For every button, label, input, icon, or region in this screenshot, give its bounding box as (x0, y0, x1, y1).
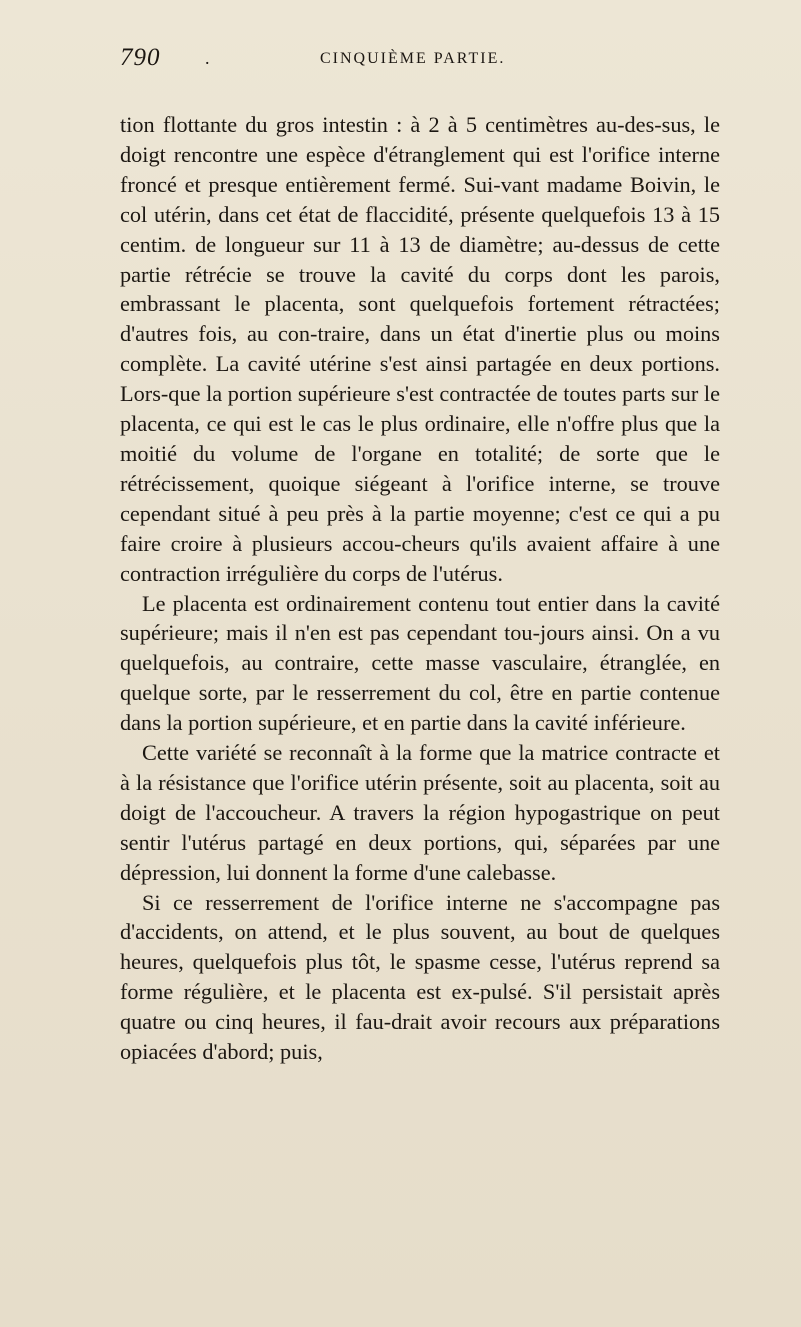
running-title: CINQUIÈME PARTIE. (320, 50, 506, 67)
paragraph: Cette variété se reconnaît à la forme que la matrice contracte et à la résistance que l'orifice utérin présente, soit au placenta, soit au doigt de l'accoucheur. A travers la région hypogastrique on peut sentir l'utérus partagé en deux portions, qui, séparées par une dépression, lui donnent la forme d'une calebasse. (120, 740, 720, 885)
body-text (120, 110, 720, 1067)
header-separator: . (205, 48, 210, 68)
paragraph: Le placenta est ordinairement contenu tout entier dans la cavité supérieure; mais il n'en est pas cependant tou-jours ainsi. On a vu quelquefois, au contraire, cette masse vasculaire, étranglée, en quelque sorte, par le resserrement du col, être en partie contenue dans la portion supérieure, et en partie dans la cavité inférieure. (120, 590, 720, 736)
page-number: 790 (120, 44, 161, 71)
paragraph-continuation: tion flottante du gros intestin : à 2 à 5 centimètres au-des-sus, le doigt rencontre une espèce d'étranglement qui est l'orifice interne froncé et presque entièrement fermé. Sui-vant madame Boivin, le col utérin, dans cet état de flaccidité, présente quelquefois 13 à 15 centim. de longueur sur 11 à 13 de diamètre; au-dessus de cette partie rétrécie se trouve la cavité du corps dont les parois, embrassant le placenta, sont quelquefois fortement rétractées; d'autres fois, au con-traire, dans un état d'inertie plus ou moins complète. La cavité utérine s'est ainsi partagée en deux portions. Lors-que la portion supérieure s'est contractée de toutes parts sur le placenta, ce qui est le cas le plus ordinaire, elle n'offre plus que la moitié du volume de l'organe en totalité; de sorte que le rétrécissement, quoique siégeant à l'orifice interne, se trouve cependant situé à peu près à la partie moyenne; c'est ce qui a pu faire croire à plusieurs accou-cheurs qu'ils avaient affaire à une contraction irrégulière du corps de l'utérus. (120, 112, 720, 586)
page-header (120, 44, 720, 78)
paragraph: Si ce resserrement de l'orifice interne ne s'accompagne pas d'accidents, on attend, et le plus souvent, au bout de quelques heures, quelquefois plus tôt, le spasme cesse, l'utérus reprend sa forme régulière, et le placenta est ex-pulsé. S'il persistait après quatre ou cinq heures, il fau-drait avoir recours aux préparations opiacées d'abord; puis, (120, 889, 720, 1065)
